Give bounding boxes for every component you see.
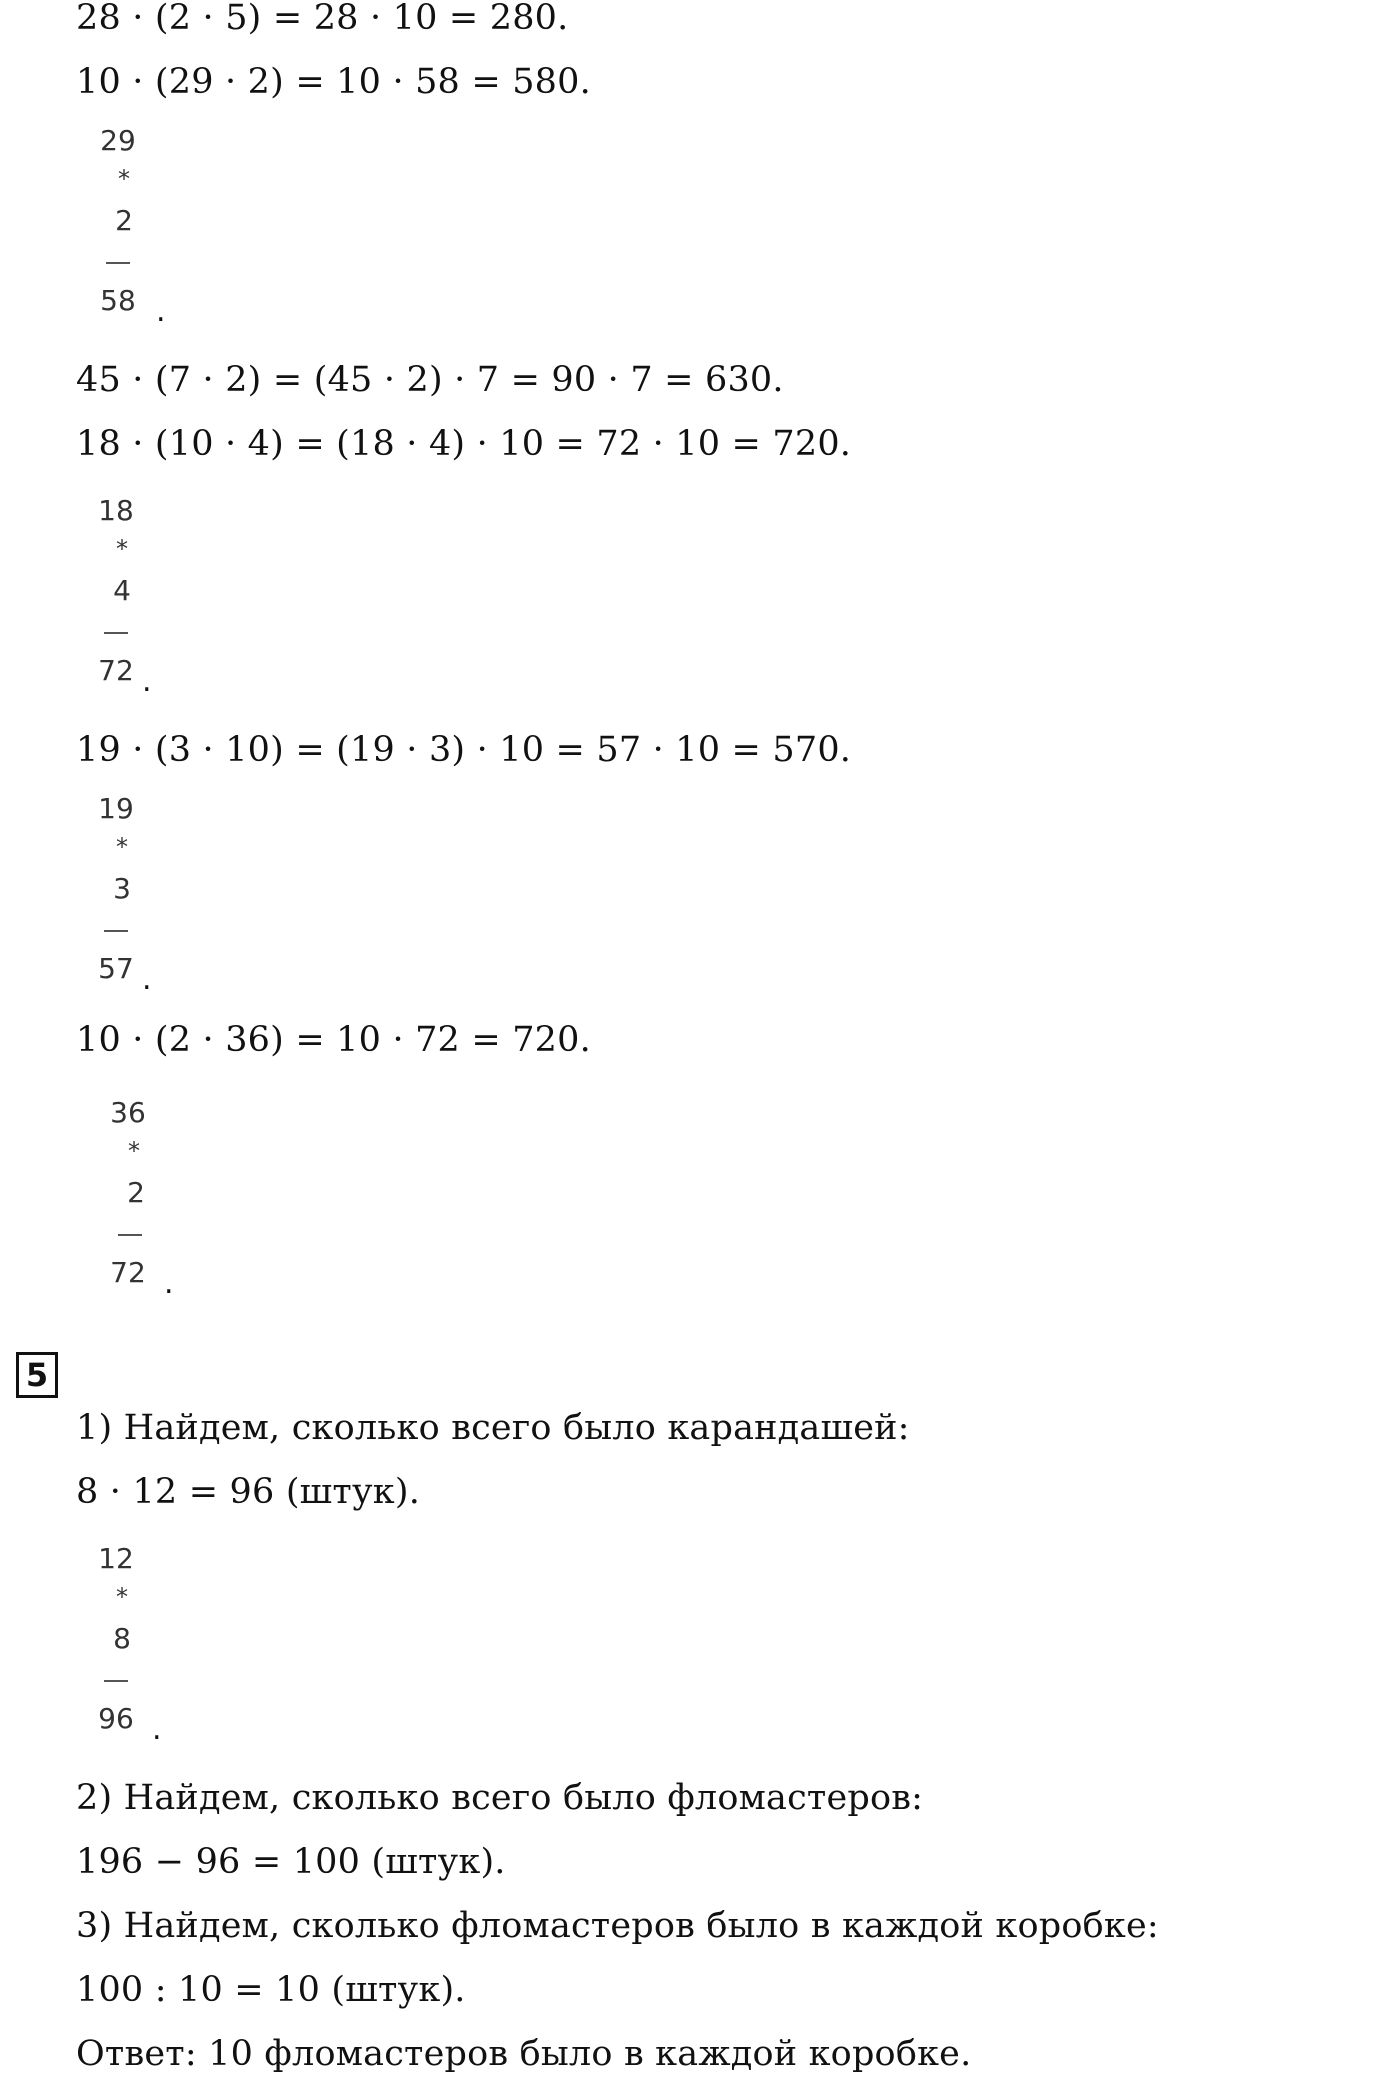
column-result: 57	[98, 952, 134, 985]
column-underline	[104, 930, 128, 932]
column-multiplier: 8	[113, 1622, 131, 1655]
column-underline	[118, 1234, 142, 1236]
multiply-sign: *	[116, 833, 128, 861]
equation-line-4: 18 · (10 · 4) = (18 · 4) · 10 = 72 · 10 = 720.	[76, 424, 852, 464]
multiply-sign: *	[118, 165, 130, 193]
column-end-dot: .	[142, 962, 152, 997]
column-end-dot: .	[156, 294, 166, 329]
task5-step1: 1) Найдем, сколько всего было карандашей:	[76, 1408, 910, 1448]
multiply-sign: *	[116, 535, 128, 563]
column-multiplication	[86, 794, 146, 994]
column-top-number: 18	[98, 494, 134, 527]
column-multiplication	[98, 1098, 158, 1298]
column-multiplication	[86, 496, 146, 696]
column-result: 58	[100, 284, 136, 317]
column-end-dot: .	[152, 1712, 162, 1747]
column-multiplier: 4	[113, 574, 131, 607]
column-underline	[106, 262, 130, 264]
task5-calc3: 100 : 10 = 10 (штук).	[76, 1970, 466, 2010]
column-multiplication	[88, 126, 148, 326]
column-end-dot: .	[142, 664, 152, 699]
column-top-number: 29	[100, 124, 136, 157]
equation-line-1: 28 · (2 · 5) = 28 · 10 = 280.	[76, 0, 569, 38]
column-multiplier: 2	[115, 204, 133, 237]
task5-step3: 3) Найдем, сколько фломастеров было в каждой коробке:	[76, 1906, 1159, 1946]
column-multiplier: 3	[113, 872, 131, 905]
column-underline	[104, 1680, 128, 1682]
column-result: 72	[98, 654, 134, 687]
column-underline	[104, 632, 128, 634]
multiply-sign: *	[128, 1137, 140, 1165]
column-end-dot: .	[164, 1266, 174, 1301]
column-top-number: 12	[98, 1542, 134, 1575]
column-top-number: 19	[98, 792, 134, 825]
column-multiplication	[86, 1544, 146, 1744]
equation-line-5: 19 · (3 · 10) = (19 · 3) · 10 = 57 · 10 = 570.	[76, 730, 852, 770]
column-multiplier: 2	[127, 1176, 145, 1209]
equation-line-6: 10 · (2 · 36) = 10 · 72 = 720.	[76, 1020, 591, 1060]
task-number-box: 5	[16, 1352, 58, 1398]
equation-line-2: 10 · (29 · 2) = 10 · 58 = 580.	[76, 62, 591, 102]
task5-answer: Ответ: 10 фломастеров было в каждой коробке.	[76, 2034, 972, 2074]
task5-step2: 2) Найдем, сколько всего было фломастеров:	[76, 1778, 924, 1818]
equation-line-3: 45 · (7 · 2) = (45 · 2) · 7 = 90 · 7 = 630.	[76, 360, 784, 400]
column-result: 96	[98, 1702, 134, 1735]
task5-calc2: 196 − 96 = 100 (штук).	[76, 1842, 506, 1882]
column-result: 72	[110, 1256, 146, 1289]
task5-calc1: 8 · 12 = 96 (штук).	[76, 1472, 421, 1512]
column-top-number: 36	[110, 1096, 146, 1129]
multiply-sign: *	[116, 1583, 128, 1611]
